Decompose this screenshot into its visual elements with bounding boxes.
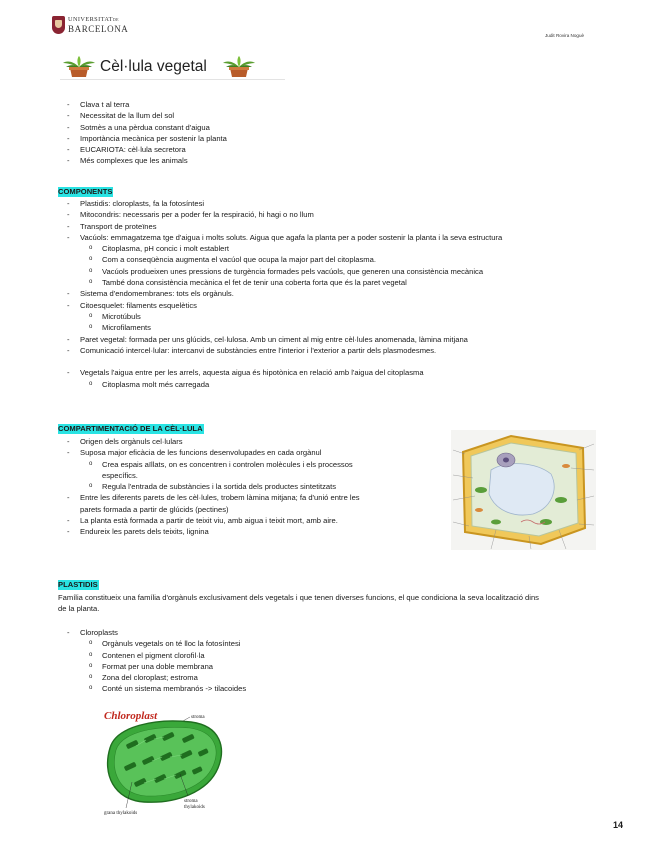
logo-line-2: BARCELONA xyxy=(68,24,129,34)
list-item: - Importància mecànica per sostenir la planta xyxy=(67,133,227,143)
title-block xyxy=(60,55,285,80)
potted-plant-icon xyxy=(62,56,96,78)
sub-list-item: o Conté un sistema membranós -> tilacoides xyxy=(89,684,247,694)
university-seal-icon xyxy=(52,16,65,34)
sub-list-item: o Zona del cloroplast; estroma xyxy=(89,673,198,683)
list-item: - Clava t al terra xyxy=(67,100,130,109)
list-item: - Origen dels orgànuls cel·lulars xyxy=(67,437,183,446)
list-item: - Citoesquelet: filaments esquelètics xyxy=(67,300,197,310)
list-item-continuation: parets formada a partir de glúcids (pectines) xyxy=(80,504,229,514)
page-number: 14 xyxy=(613,820,624,830)
sub-list-item: o Crea espais aïllats, on es concentren i controlen molècules i els processos xyxy=(89,459,353,469)
list-item: - Endureix les parets dels teixits, lignina xyxy=(67,527,209,537)
list-item: - Comunicació intercel·lular: intercanvi de substàncies entre l'interior i l'exterior a partir dels plasmodesmes. xyxy=(67,345,437,355)
label-stroma-thylakoids-2: thylakoids xyxy=(184,805,205,810)
components-list xyxy=(60,198,630,390)
paragraph-line: Família constitueix una família d'orgànuls exclusivament dels vegetals i que tenen diverses funcions, el que condiciona la seva localització dins xyxy=(58,593,539,602)
list-item: - Entre les diferents parets de les cèl·lules, trobem làmina mitjana; fa d'unió entre les xyxy=(67,493,360,503)
chloroplast-title: Chloroplast xyxy=(104,710,158,722)
sub-list-item: o Citoplasma molt més carregada xyxy=(89,379,210,389)
chloroplast-illustration xyxy=(96,708,241,820)
list-item: - Transport de proteïnes xyxy=(67,221,157,231)
sub-list-item: o Format per una doble membrana xyxy=(89,661,214,671)
intro-list xyxy=(60,99,630,167)
section-heading-components: COMPONENTS xyxy=(58,187,113,196)
sub-list-item: o Microfilaments xyxy=(89,323,151,333)
author-name: Judit Rovira Noguè xyxy=(545,33,585,38)
plant-cell-illustration xyxy=(451,430,596,550)
list-item: - Suposa major eficàcia de les funcions desenvolupades en cada orgànul xyxy=(67,448,322,458)
list-item: - Vegetals l'aigua entre per les arrels, aquesta aigua és hipotònica en relació amb l'aigua del citoplasma xyxy=(67,368,424,378)
blank-line xyxy=(60,356,630,367)
sub-list-item: o També dona consistència mecànica el fet de tenir una coberta forta que és la paret vegetal xyxy=(89,278,407,288)
sub-list-item: o Regula l'entrada de substàncies i la sortida dels productes sintetitzats xyxy=(89,482,337,492)
list-item: - Més complexes que les animals xyxy=(67,156,188,166)
page-title: Cèl·lula vegetal xyxy=(100,58,207,75)
sub-list-item-continuation: específics. xyxy=(102,470,138,480)
sub-list-item: o Com a conseqüència augmenta el vacúol que ocupa la major part del citoplasma. xyxy=(89,255,376,265)
list-item: - La planta està formada a partir de teixit viu, amb aigua i teixit mort, amb aire. xyxy=(67,516,338,526)
paragraph-line: de la planta. xyxy=(58,604,100,614)
list-item: - Sotmès a una pèrdua constant d'aigua xyxy=(67,122,210,132)
list-item: - Sistema d'endomembranes: tots els orgànuls. xyxy=(67,289,234,299)
university-logo xyxy=(52,15,142,37)
list-item: - Vacúols: emmagatzema tge d'aigua i molts soluts. Aigua que agafa la planta per a poder sostenir la planta i la seva estructura xyxy=(67,232,503,242)
list-item: - Cloroplasts xyxy=(67,628,118,637)
potted-plant-icon xyxy=(222,56,256,78)
sub-list-item: o Orgànuls vegetals on té lloc la fotosíntesi xyxy=(89,639,241,649)
section-heading-compartment: COMPARTIMENTACIÓ DE LA CÈL·LULA xyxy=(58,424,203,433)
sub-list-item: o Vacúols produeixen unes pressions de turgència formades pels vacúols, que generen una consistència mecànica xyxy=(89,266,484,276)
list-item: - Plastidis: cloroplasts, fa la fotosíntesi xyxy=(67,199,205,208)
list-item: - EUCARIOTA: cèl·lula secretora xyxy=(67,145,186,155)
list-item: - Mitocondris: necessaris per a poder fer la respiració, hi hagi o no llum xyxy=(67,210,314,220)
plastids-paragraph xyxy=(58,592,628,615)
sub-list-item: o Microtúbuls xyxy=(89,311,141,321)
list-item: - Paret vegetal: formada per uns glúcids, cel·lulosa. Amb un ciment al mig entre cèl·lules anomenada, làmina mitjana xyxy=(67,334,468,344)
compartment-list xyxy=(60,436,450,538)
label-stroma: stroma xyxy=(191,715,205,720)
section-heading-plastids: PLASTIDIS xyxy=(58,580,98,589)
logo-line-1: UNIVERSITATDE xyxy=(68,16,119,23)
list-item: - Necessitat de la llum del sol xyxy=(67,111,175,121)
sub-list-item: o Contenen el pigment clorofil·la xyxy=(89,650,205,660)
sub-list-item: o Citoplasma, pH concic i molt establert xyxy=(89,244,230,254)
plastids-list xyxy=(60,627,630,695)
label-grana-thylakoids: grana thylakoids xyxy=(104,811,138,816)
label-stroma-thylakoids-1: stroma xyxy=(184,799,198,804)
